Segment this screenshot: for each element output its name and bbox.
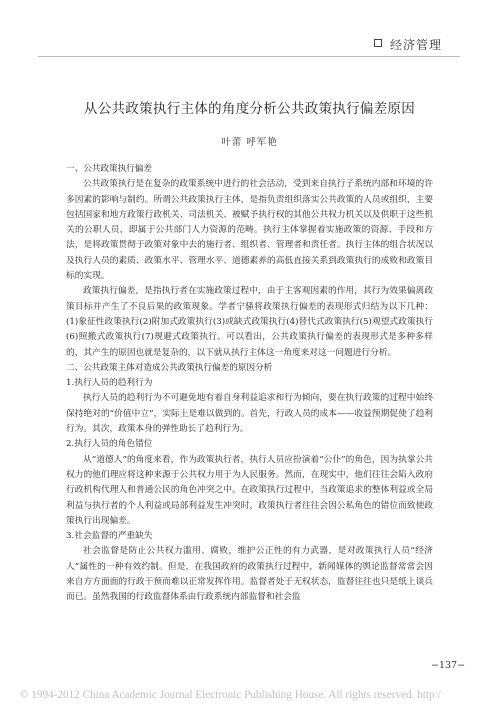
subheading-2: 2.执行人员的角色错位 [66, 439, 153, 450]
paragraph-5: 社会监督是防止公共权力滥用、腐败，维护公正性的有力武器，是对政策执行人员“经济人”属性的一种有效约制。但是，在我国政府的政策执行过程中，新闻媒体的舆论监督常常会因来自方方面面的行政干预而难以正常发挥作用。监督者处于无权状态，监督往往也只是纸上谈兵而已。虽然我国的行政监督体系由行政系统内部监督和社会监 [66, 546, 433, 603]
article-authors: 叶蕾 呼军艳 [221, 137, 278, 148]
section-name: 经济管理 [390, 38, 443, 52]
copyright-footer: © 1994-2012 China Academic Journal Electronic Publishing House. All rights reserved. http:/ [20, 689, 441, 701]
subheading-3: 3.社会监督的严重缺失 [66, 531, 153, 542]
section-header [374, 36, 442, 53]
page-number: −137− [431, 660, 466, 671]
section-heading-2: 二、公共政策主体对造成公共政策执行偏差的原因分析 [66, 362, 273, 373]
paragraph-2: 政策执行偏差，是指执行者在实施政策过程中，由于主客观因素的作用，其行为效果偏离政策目标并产生了不良后果的政策现象。学者宁骚将政策执行偏差的表现形式归结为以下几种：(1)象征性政策执行(2)附加式政策执行(3)或缺式政策执行(4)替代式政策执行(5)观望式政策执行(6)照搬式政策执行(7)规避式政策执行。可以看出，公共政策执行偏差的表现形式是多种多样的，其产生的原因也就是复杂的，以下就从执行主体这一角度来对这一问题进行分析。 [66, 286, 433, 358]
subheading-1: 1.执行人员的趋利行为 [66, 378, 153, 389]
paragraph-3: 执行人员的趋利行为不可避免地有着自身利益追求和行为倾向，要在执行政策的过程中始终保持绝对的“价值中立”，实际上是难以做到的。首先，行政人员的成本——收益预期促使了趋利行为。其次，政策本身的弹性助长了趋利行为。 [66, 393, 433, 435]
article-body [66, 162, 433, 606]
header-divider [38, 56, 460, 57]
section-heading-1: 一、公共政策执行偏差 [66, 164, 152, 174]
square-bullet-icon [374, 39, 382, 47]
paragraph-1: 公共政策执行是在复杂的政策系统中进行的社会活动，受到来自执行子系统内部和环境的许多因素的影响与制约。所谓公共政策执行主体，是指负责组织落实公共政策的人员或组织，主要包括国家和地方政策行政机关、司法机关、被赋予执行权的其他公共权力机关以及供职于这些机关的公职人员，即属于公共部门人力资源的范畴。执行主体掌握着实施政策的资源、手段和方法，是将政策贯彻于政策对象中去的施行者、组织者、管理者和责任者。执行主体的组合状况以及执行人员的素质、政策水平、管理水平、道德素养的高低直接关系到政策执行的成败和政策目标的实现。 [66, 179, 433, 282]
paragraph-4: 从“道德人”的角度来看，作为政策执行者，执行人员应扮演着“公仆”的角色，因为执掌公共权力的他们理应将这种来源于公共权力用于为人民服务。然而，在现实中，他们往往会陷入政府行政机构代理人和普通公民的角色冲突之中。在政策执行过程中，当政策追求的整体利益或全局利益与执行者的个人利益或局部利益发生冲突时，政策执行者往往会因公私角色的错位而致使政策执行出现偏差。 [66, 454, 433, 526]
article-title: 从公共政策执行主体的角度分析公共政策执行偏差原因 [83, 101, 416, 117]
